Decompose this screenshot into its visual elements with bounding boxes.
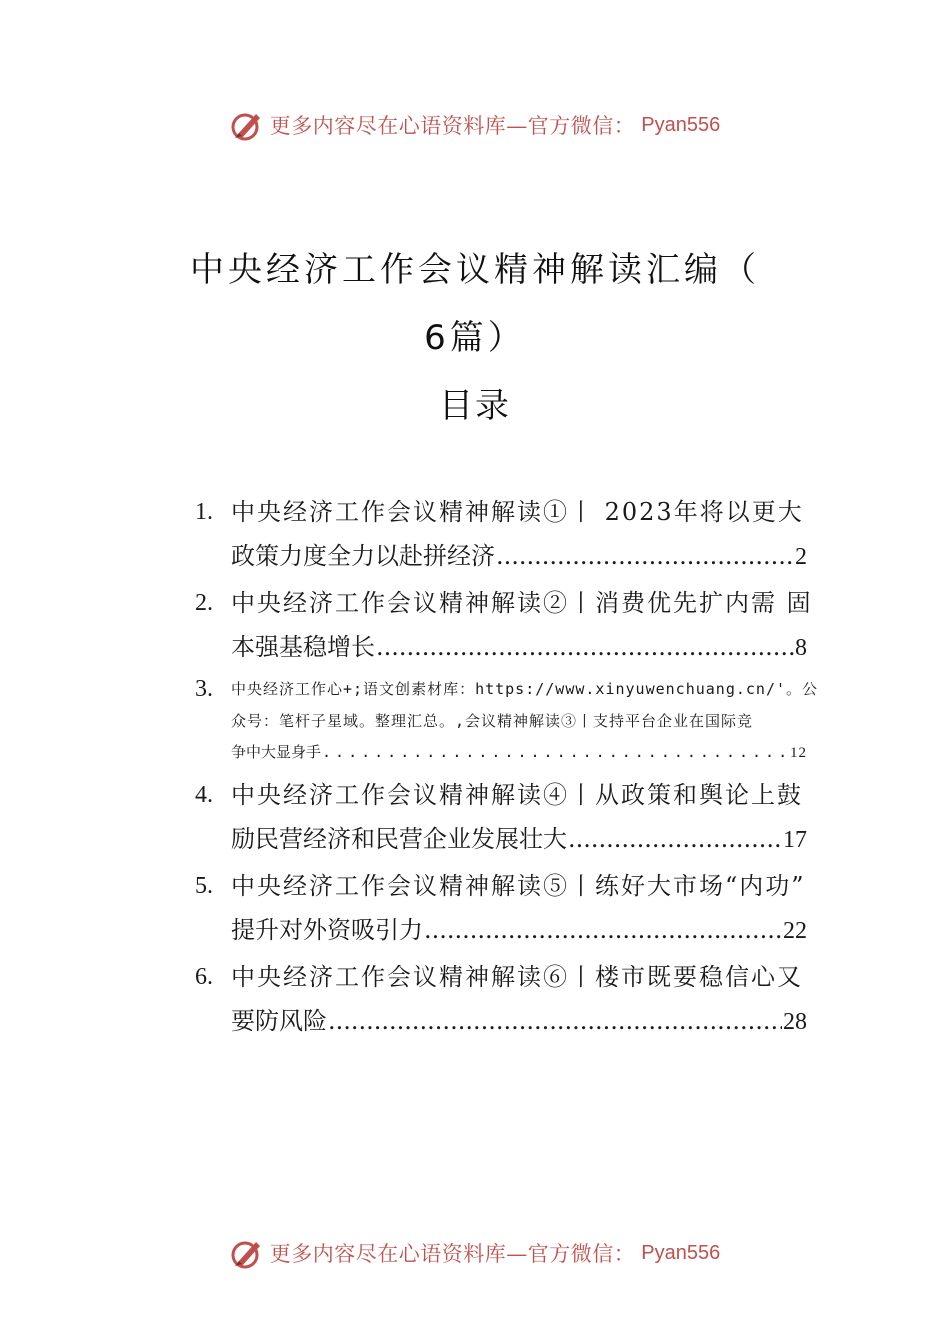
toc-entry-5[interactable] bbox=[195, 864, 807, 953]
toc-leader-dots bbox=[568, 817, 782, 861]
toc-entry-number: 6. bbox=[195, 964, 213, 990]
banner-text: 更多内容尽在心语资料库—官方微信： bbox=[269, 1242, 636, 1266]
pen-nib-logo-icon bbox=[230, 1236, 264, 1270]
toc-entry-text-line: 众号：笔杆子星域。整理汇总。,会议精神解读③丨支持平台企业在国际竞 bbox=[231, 712, 754, 730]
toc-entry-6[interactable] bbox=[195, 955, 807, 1044]
toc-page-number: 28 bbox=[783, 1009, 807, 1035]
toc-page-number: 17 bbox=[783, 827, 807, 853]
header-watermark-banner bbox=[0, 108, 950, 142]
pen-nib-logo-icon bbox=[230, 108, 264, 142]
toc-page-number: 22 bbox=[783, 918, 807, 944]
toc-leader-dots bbox=[322, 737, 789, 768]
toc-entry-text-line: 中央经济工作心+;语文创素材库：https://www.xinyuwenchuang.cn/'。公 bbox=[231, 680, 819, 698]
toc-page-number: 2 bbox=[795, 544, 807, 570]
toc-page-number: 8 bbox=[795, 635, 807, 661]
toc-leader-dots bbox=[328, 999, 782, 1043]
toc-leader-dots bbox=[424, 908, 782, 952]
document-title-line-1: 中央经济工作会议精神解读汇编（ bbox=[190, 250, 760, 290]
toc-entry-text-line: 中央经济工作会议精神解读①丨 2023年将以更大 bbox=[231, 498, 804, 526]
banner-wechat-id: Pyan556 bbox=[641, 113, 721, 136]
toc-entry-number: 5. bbox=[195, 873, 213, 899]
toc-entry-last-line bbox=[231, 737, 807, 769]
toc-entry-last-line bbox=[231, 534, 807, 579]
toc-entry-text-line: 中央经济工作会议精神解读⑥丨楼市既要稳信心又 bbox=[231, 963, 803, 991]
toc-entry-text-line: 中央经济工作会议精神解读④丨从政策和舆论上鼓 bbox=[231, 781, 803, 809]
toc-page-number: 12 bbox=[790, 745, 807, 761]
footer-watermark-banner bbox=[0, 1236, 950, 1270]
toc-entry-text-end: 争中大显身手 bbox=[231, 743, 322, 761]
toc-entry-text-end: 政策力度全力以赴拼经济 bbox=[231, 542, 495, 570]
toc-heading: 目录 bbox=[439, 386, 511, 426]
toc-entry-number: 3. bbox=[195, 676, 213, 702]
toc-entry-text-end: 励民营经济和民营企业发展壮大 bbox=[231, 825, 567, 853]
toc-entry-number: 4. bbox=[195, 782, 213, 808]
toc-entry-3[interactable] bbox=[195, 672, 819, 769]
toc-entry-4[interactable] bbox=[195, 773, 807, 862]
toc-entry-text-line: 中央经济工作会议精神解读⑤丨练好大市场“内功” bbox=[231, 872, 806, 900]
toc-entry-text-end: 提升对外资吸引力 bbox=[231, 916, 423, 944]
toc-entry-text-end: 本强基稳增长 bbox=[231, 633, 375, 661]
document-title-line-2: 6篇） bbox=[424, 318, 526, 358]
banner-wechat-id: Pyan556 bbox=[641, 1241, 721, 1264]
toc-entry-last-line bbox=[231, 999, 807, 1044]
toc-entry-text-line: 中央经济工作会议精神解读②丨消费优先扩内需 固 bbox=[231, 589, 813, 617]
banner-text: 更多内容尽在心语资料库—官方微信： bbox=[269, 114, 636, 138]
toc-entry-last-line bbox=[231, 817, 807, 862]
table-of-contents bbox=[195, 490, 819, 1044]
toc-entry-last-line bbox=[231, 908, 807, 953]
toc-entry-1[interactable] bbox=[195, 490, 807, 579]
toc-entry-2[interactable] bbox=[195, 581, 813, 670]
toc-leader-dots bbox=[376, 625, 794, 669]
toc-entry-number: 1. bbox=[195, 499, 213, 525]
toc-entry-last-line bbox=[231, 625, 807, 670]
toc-entry-number: 2. bbox=[195, 590, 213, 616]
toc-entry-text-end: 要防风险 bbox=[231, 1007, 327, 1035]
toc-leader-dots bbox=[496, 534, 794, 578]
